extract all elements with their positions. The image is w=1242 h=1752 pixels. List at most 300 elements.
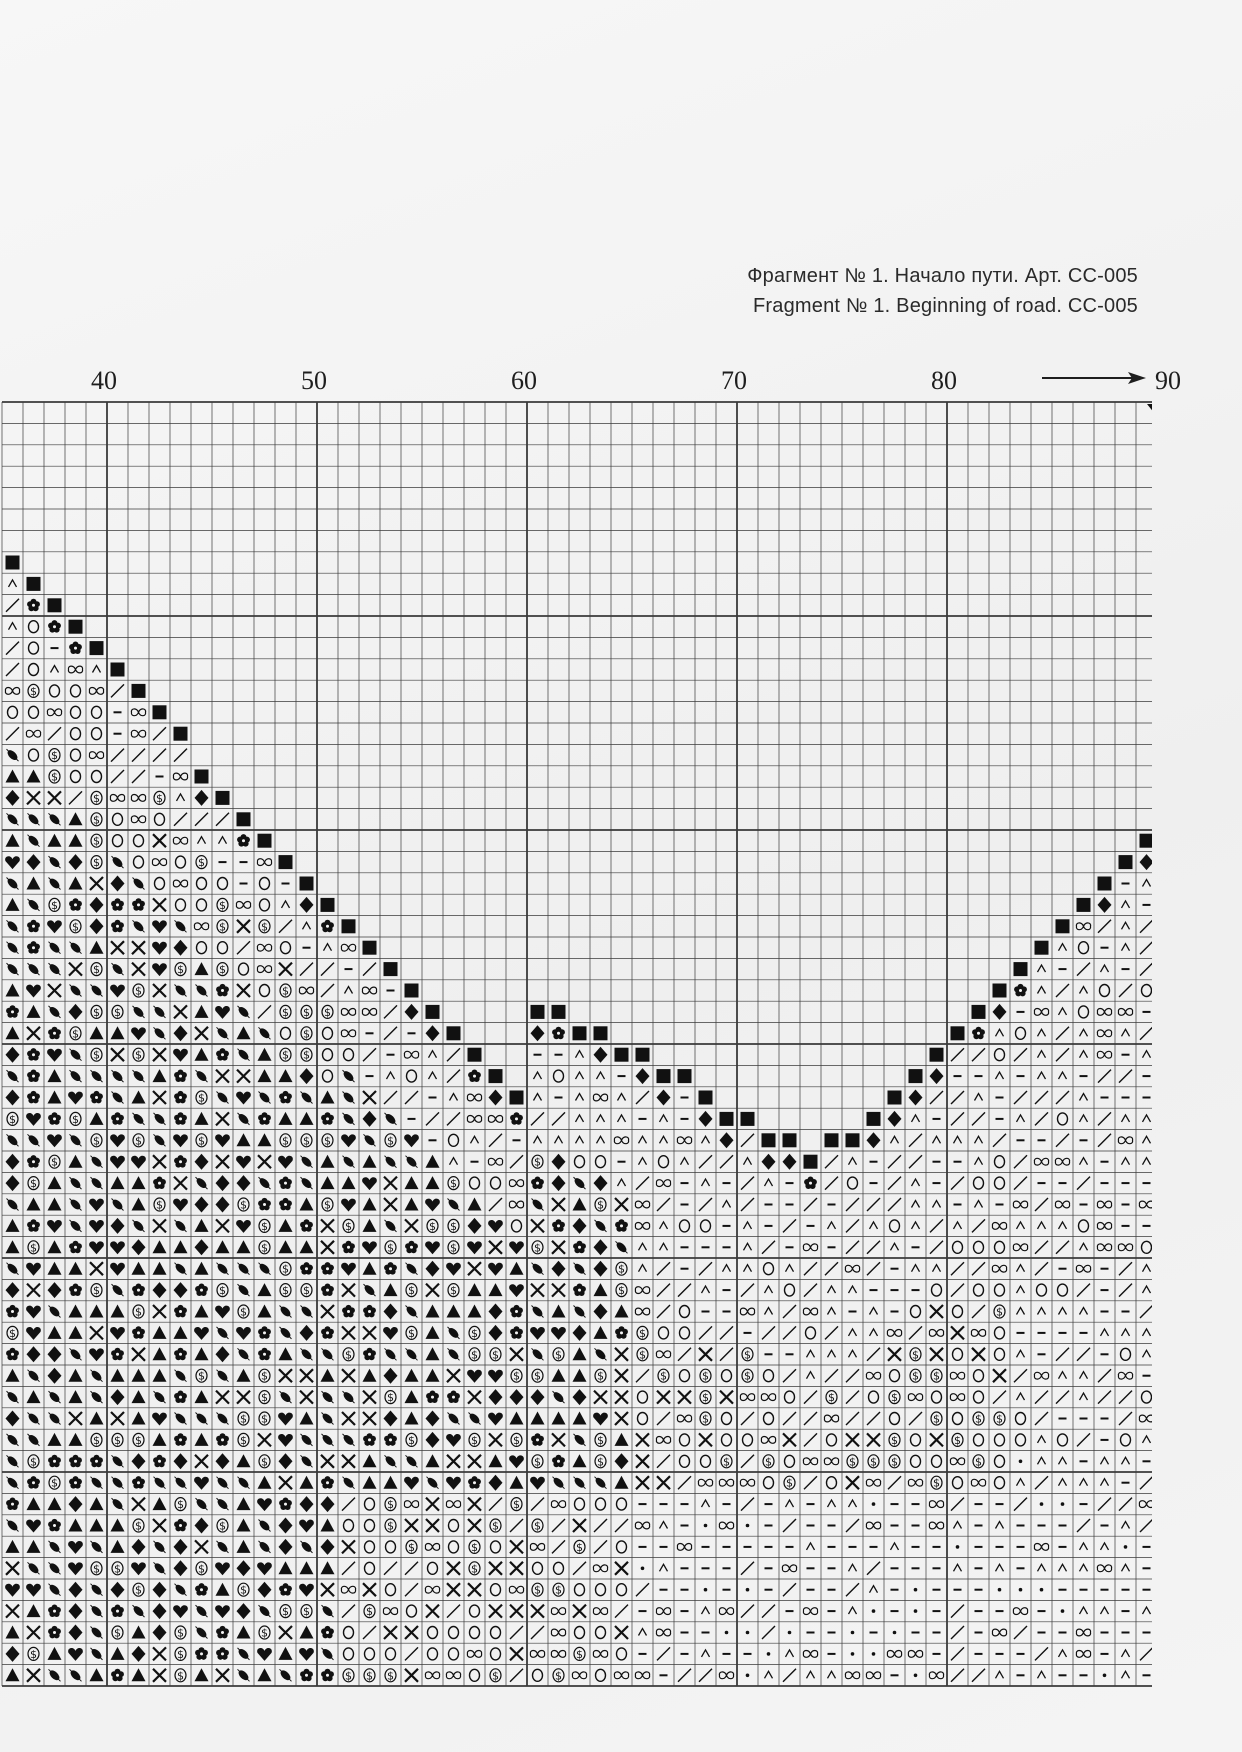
svg-text:$: $: [282, 1605, 289, 1619]
stitch-symbol-caret: [1017, 1222, 1025, 1229]
stitch-symbol-infinity: [1118, 1244, 1132, 1251]
stitch-symbol-flower: [447, 1391, 460, 1404]
stitch-symbol-cross: [279, 1369, 292, 1382]
stitch-symbol-cross: [321, 1219, 334, 1232]
stitch-symbol-dollar: [49, 749, 60, 763]
stitch-symbol-dot: [851, 1631, 855, 1635]
stitch-symbol-circle: [29, 621, 39, 633]
stitch-symbol-dollar: [532, 1583, 543, 1597]
stitch-symbol-diamond: [90, 897, 104, 913]
stitch-symbol-cross: [405, 1626, 418, 1639]
svg-text:$: $: [534, 1155, 541, 1169]
svg-text:$: $: [534, 1583, 541, 1597]
stitch-symbol-slash: [1035, 1198, 1048, 1211]
stitch-symbol-heart: [236, 1092, 251, 1105]
svg-text:$: $: [891, 1433, 898, 1447]
stitch-symbol-heart: [509, 1241, 524, 1254]
stitch-symbol-flower: [321, 920, 334, 933]
stitch-symbol-triangle: [48, 1091, 62, 1104]
stitch-symbol-triangle: [363, 1198, 377, 1211]
stitch-symbol-slash: [174, 813, 187, 826]
stitch-symbol-bead: [90, 1390, 103, 1403]
stitch-symbol-bead: [573, 1305, 586, 1318]
stitch-symbol-infinity: [362, 987, 376, 994]
stitch-symbol-diamond: [111, 1389, 125, 1405]
stitch-symbol-caret: [1143, 1158, 1151, 1165]
stitch-symbol-caret: [1143, 1350, 1151, 1357]
stitch-symbol-dot: [746, 1674, 750, 1678]
stitch-symbol-triangle: [27, 1005, 41, 1018]
svg-text:$: $: [597, 1369, 604, 1383]
stitch-symbol-slash: [846, 1412, 859, 1425]
stitch-symbol-triangle: [69, 1519, 83, 1532]
stitch-symbol-circle: [995, 1241, 1005, 1253]
stitch-symbol-triangle: [258, 1048, 272, 1061]
svg-text:$: $: [912, 1348, 919, 1362]
stitch-symbol-slash: [846, 1198, 859, 1211]
stitch-symbol-dollar: [49, 770, 60, 784]
stitch-symbol-slash: [1119, 1391, 1132, 1404]
stitch-symbol-bead: [174, 920, 187, 933]
stitch-symbol-infinity: [593, 1565, 607, 1572]
stitch-symbol-triangle: [69, 1305, 83, 1318]
stitch-symbol-cross: [510, 1605, 523, 1618]
stitch-symbol-slash: [699, 1262, 712, 1275]
stitch-symbol-bead: [342, 1091, 355, 1104]
stitch-symbol-caret: [1143, 1115, 1151, 1122]
stitch-symbol-circle: [512, 1220, 522, 1232]
stitch-symbol-flower: [27, 1219, 40, 1232]
svg-text:$: $: [198, 1134, 205, 1148]
stitch-symbol-bead: [90, 1647, 103, 1660]
stitch-symbol-circle: [134, 856, 144, 868]
stitch-symbol-circle: [995, 1348, 1005, 1360]
stitch-symbol-dollar: [7, 1326, 18, 1340]
stitch-symbol-square: [1077, 898, 1091, 912]
stitch-symbol-slash: [951, 1091, 964, 1104]
stitch-symbol-infinity: [635, 1308, 649, 1315]
stitch-symbol-triangle: [153, 1262, 167, 1275]
stitch-symbol-cross: [447, 1369, 460, 1382]
svg-text:$: $: [177, 1498, 184, 1512]
stitch-symbol-flower: [216, 1048, 229, 1061]
stitch-symbol-circle: [491, 1627, 501, 1639]
stitch-symbol-bead: [6, 748, 19, 761]
stitch-symbol-circle: [554, 1070, 564, 1082]
stitch-symbol-triangle: [195, 1005, 209, 1018]
stitch-symbol-infinity: [614, 1672, 628, 1679]
stitch-symbol-slash: [846, 1583, 859, 1596]
stitch-symbol-diamond: [174, 1025, 188, 1041]
stitch-symbol-cross: [321, 1583, 334, 1596]
svg-text:$: $: [156, 1198, 163, 1212]
svg-text:$: $: [93, 1284, 100, 1298]
stitch-symbol-circle: [995, 1156, 1005, 1168]
stitch-symbol-circle: [92, 771, 102, 783]
stitch-symbol-slash: [1098, 1369, 1111, 1382]
stitch-symbol-circle: [617, 1584, 627, 1596]
stitch-symbol-caret: [912, 1265, 920, 1272]
stitch-symbol-caret: [765, 1308, 773, 1315]
stitch-symbol-cross: [405, 1519, 418, 1532]
stitch-symbol-diamond: [6, 1090, 20, 1106]
stitch-symbol-flower: [615, 1219, 628, 1232]
stitch-symbol-cross: [216, 1669, 229, 1682]
stitch-symbol-dollar: [469, 1348, 480, 1362]
stitch-symbol-triangle: [132, 1412, 146, 1425]
stitch-symbol-diamond: [300, 1068, 314, 1084]
stitch-symbol-slash: [279, 920, 292, 933]
stitch-symbol-circle: [323, 1070, 333, 1082]
svg-text:$: $: [240, 1305, 247, 1319]
stitch-symbol-heart: [530, 1327, 545, 1340]
svg-text:$: $: [387, 1391, 394, 1405]
stitch-symbol-diamond: [132, 1539, 146, 1555]
stitch-symbol-cross: [615, 1562, 628, 1575]
stitch-symbol-bead: [405, 1262, 418, 1275]
stitch-symbol-triangle: [258, 1305, 272, 1318]
svg-text:$: $: [450, 1219, 457, 1233]
svg-text:$: $: [954, 1433, 961, 1447]
stitch-symbol-slash: [657, 1455, 670, 1468]
stitch-symbol-bead: [195, 1412, 208, 1425]
stitch-symbol-flower: [27, 599, 40, 612]
stitch-symbol-heart: [5, 1584, 20, 1597]
stitch-symbol-slash: [951, 1669, 964, 1682]
stitch-symbol-diamond: [48, 1346, 62, 1362]
svg-text:$: $: [702, 1369, 709, 1383]
stitch-symbol-circle: [197, 899, 207, 911]
stitch-symbol-flower: [69, 1455, 82, 1468]
stitch-symbol-diamond: [69, 854, 83, 870]
stitch-symbol-heart: [278, 1156, 293, 1169]
stitch-symbol-slash: [1140, 1647, 1152, 1660]
stitch-symbol-dollar: [700, 1412, 711, 1426]
stitch-symbol-dollar: [175, 1626, 186, 1640]
stitch-symbol-infinity: [656, 1629, 670, 1636]
stitch-symbol-circle: [260, 899, 270, 911]
stitch-symbol-flower: [6, 1305, 19, 1318]
stitch-symbol-diamond: [6, 1175, 20, 1191]
stitch-symbol-slash: [216, 813, 229, 826]
stitch-symbol-slash: [6, 642, 19, 655]
stitch-symbol-infinity: [551, 1629, 565, 1636]
stitch-symbol-slash: [867, 1198, 880, 1211]
stitch-symbol-slash: [1140, 1476, 1152, 1489]
stitch-symbol-caret: [1017, 1393, 1025, 1400]
stitch-symbol-heart: [488, 1220, 503, 1233]
stitch-symbol-caret: [702, 1136, 710, 1143]
stitch-symbol-heart: [446, 1477, 461, 1490]
stitch-symbol-slash: [783, 1583, 796, 1596]
stitch-symbol-caret: [282, 901, 290, 908]
stitch-symbol-flower: [405, 1241, 418, 1254]
stitch-symbol-circle: [1058, 1284, 1068, 1296]
stitch-symbol-triangle: [27, 1540, 41, 1553]
stitch-symbol-slash: [342, 1562, 355, 1575]
stitch-symbol-heart: [593, 1413, 608, 1426]
stitch-symbol-square: [783, 1133, 797, 1147]
stitch-symbol-flower: [279, 1498, 292, 1511]
stitch-symbol-triangle: [363, 1219, 377, 1232]
stitch-symbol-dollar: [595, 1198, 606, 1212]
stitch-symbol-flower: [804, 1177, 817, 1190]
stitch-symbol-triangle: [363, 1454, 377, 1467]
stitch-symbol-dollar: [112, 1005, 123, 1019]
stitch-symbol-caret: [849, 1350, 857, 1357]
stitch-symbol-triangle: [321, 1155, 335, 1168]
stitch-symbol-slash: [804, 1391, 817, 1404]
stitch-symbol-cross: [321, 1455, 334, 1468]
stitch-symbol-flower: [27, 920, 40, 933]
stitch-symbol-dollar: [133, 1433, 144, 1447]
stitch-symbol-slash: [762, 1605, 775, 1618]
stitch-symbol-dot: [641, 1567, 645, 1571]
stitch-symbol-triangle: [237, 1026, 251, 1039]
stitch-symbol-slash: [426, 1112, 439, 1125]
stitch-symbol-bead: [258, 1540, 271, 1553]
stitch-symbol-slash: [636, 1177, 649, 1190]
stitch-symbol-caret: [1059, 1457, 1067, 1464]
stitch-symbol-heart: [26, 985, 41, 998]
stitch-symbol-slash: [237, 941, 250, 954]
stitch-symbol-circle: [575, 1156, 585, 1168]
stitch-symbol-dollar: [322, 1198, 333, 1212]
stitch-symbol-slash: [1056, 984, 1069, 997]
stitch-symbol-slash: [783, 1669, 796, 1682]
stitch-symbol-square: [195, 770, 209, 784]
stitch-symbol-diamond: [384, 1368, 398, 1384]
stitch-symbol-diamond: [174, 1453, 188, 1469]
stitch-symbol-circle: [1142, 1391, 1152, 1403]
stitch-symbol-flower: [426, 1391, 439, 1404]
stitch-symbol-bead: [48, 1005, 61, 1018]
stitch-symbol-cross: [699, 1433, 712, 1446]
stitch-symbol-heart: [236, 1327, 251, 1340]
stitch-symbol-diamond: [573, 1325, 587, 1341]
stitch-symbol-cross: [363, 1412, 376, 1425]
stitch-symbol-cross: [6, 1562, 19, 1575]
stitch-symbol-infinity: [257, 944, 271, 951]
stitch-symbol-diamond: [132, 1453, 146, 1469]
stitch-symbol-dollar: [469, 1562, 480, 1576]
stitch-symbol-triangle: [300, 1412, 314, 1425]
stitch-symbol-caret: [576, 1051, 584, 1058]
corner-marker-icon: [1147, 404, 1152, 414]
stitch-symbol-flower: [48, 620, 61, 633]
stitch-symbol-triangle: [195, 1433, 209, 1446]
stitch-symbol-caret: [828, 1671, 836, 1678]
stitch-symbol-infinity: [887, 1330, 901, 1337]
stitch-symbol-flower: [90, 1455, 103, 1468]
svg-text:$: $: [282, 1262, 289, 1276]
stitch-symbol-triangle: [153, 1433, 167, 1446]
stitch-symbol-circle: [1016, 1434, 1026, 1446]
svg-text:$: $: [9, 1326, 16, 1340]
stitch-symbol-circle: [764, 1263, 774, 1275]
stitch-symbol-flower: [27, 941, 40, 954]
stitch-symbol-circle: [953, 1348, 963, 1360]
stitch-symbol-slash: [699, 1155, 712, 1168]
stitch-symbol-dot: [1040, 1502, 1044, 1506]
stitch-symbol-slash: [720, 1348, 733, 1361]
stitch-symbol-caret: [975, 1201, 983, 1208]
stitch-symbol-caret: [387, 1072, 395, 1079]
stitch-symbol-circle: [71, 771, 81, 783]
stitch-symbol-triangle: [279, 1219, 293, 1232]
stitch-symbol-square: [489, 1069, 503, 1083]
stitch-symbol-circle: [575, 1498, 585, 1510]
stitch-symbol-bead: [48, 1540, 61, 1553]
svg-text:$: $: [135, 1519, 142, 1533]
stitch-symbol-infinity: [719, 1479, 733, 1486]
stitch-symbol-bead: [405, 1455, 418, 1468]
stitch-symbol-triangle: [6, 984, 20, 997]
stitch-symbol-cross: [153, 984, 166, 997]
stitch-symbol-triangle: [6, 1540, 20, 1553]
stitch-symbol-cross: [489, 1562, 502, 1575]
stitch-symbol-dollar: [91, 1433, 102, 1447]
stitch-symbol-diamond: [258, 1582, 272, 1598]
stitch-symbol-caret: [618, 1179, 626, 1186]
stitch-symbol-dollar: [7, 1112, 18, 1126]
stitch-symbol-cross: [531, 1219, 544, 1232]
stitch-symbol-flower: [510, 1305, 523, 1318]
stitch-symbol-slash: [48, 727, 61, 740]
stitch-symbol-caret: [450, 1094, 458, 1101]
stitch-symbol-square: [1140, 834, 1153, 848]
stitch-symbol-triangle: [195, 1668, 209, 1681]
stitch-symbol-infinity: [509, 1180, 523, 1187]
stitch-symbol-caret: [1101, 1543, 1109, 1550]
stitch-symbol-cross: [216, 1112, 229, 1125]
stitch-symbol-triangle: [132, 1390, 146, 1403]
stitch-symbol-infinity: [131, 795, 145, 802]
stitch-symbol-dollar: [280, 1284, 291, 1298]
stitch-symbol-dollar: [133, 1583, 144, 1597]
stitch-symbol-circle: [365, 1562, 375, 1574]
stitch-symbol-flower: [531, 1433, 544, 1446]
stitch-symbol-bead: [384, 1455, 397, 1468]
stitch-symbol-circle: [617, 1498, 627, 1510]
stitch-symbol-flower: [552, 1027, 565, 1040]
stitch-symbol-triangle: [279, 1561, 293, 1574]
stitch-symbol-infinity: [866, 1522, 880, 1529]
stitch-symbol-caret: [996, 1671, 1004, 1678]
stitch-symbol-cross: [342, 1455, 355, 1468]
stitch-symbol-infinity: [1076, 923, 1090, 930]
stitch-symbol-dollar: [700, 1369, 711, 1383]
stitch-symbol-caret: [870, 1308, 878, 1315]
stitch-symbol-triangle: [300, 1561, 314, 1574]
stitch-symbol-dollar: [469, 1326, 480, 1340]
stitch-symbol-dot: [1061, 1609, 1065, 1613]
title-russian: Фрагмент № 1. Начало пути. Арт. СС-005: [747, 265, 1138, 287]
stitch-symbol-cross: [636, 1455, 649, 1468]
stitch-symbol-dollar: [196, 1134, 207, 1148]
stitch-symbol-square: [279, 855, 293, 869]
stitch-symbol-triangle: [132, 1176, 146, 1189]
stitch-symbol-cross: [720, 1391, 733, 1404]
stitch-symbol-circle: [911, 1306, 921, 1318]
stitch-symbol-dot: [746, 1588, 750, 1592]
stitch-symbol-dollar: [91, 856, 102, 870]
stitch-symbol-slash: [657, 1284, 670, 1297]
stitch-symbol-bead: [69, 1198, 82, 1211]
stitch-symbol-diamond: [384, 1411, 398, 1427]
stitch-symbol-flower: [27, 1048, 40, 1061]
stitch-symbol-bead: [216, 1369, 229, 1382]
stitch-symbol-diamond: [279, 1518, 293, 1534]
stitch-symbol-bead: [174, 1476, 187, 1489]
stitch-symbol-bead: [6, 1262, 19, 1275]
stitch-symbol-slash: [972, 1669, 985, 1682]
stitch-symbol-circle: [1079, 1220, 1089, 1232]
stitch-symbol-caret: [996, 1564, 1004, 1571]
stitch-symbol-bead: [48, 813, 61, 826]
stitch-symbol-slash: [867, 1262, 880, 1275]
stitch-symbol-heart: [47, 1134, 62, 1147]
stitch-symbol-heart: [26, 1520, 41, 1533]
stitch-symbol-cross: [846, 1476, 859, 1489]
stitch-symbol-heart: [404, 1477, 419, 1490]
svg-text:$: $: [261, 1369, 268, 1383]
stitch-symbol-dollar: [721, 1455, 732, 1469]
stitch-symbol-cross: [531, 1605, 544, 1618]
stitch-symbol-dollar: [931, 1369, 942, 1383]
stitch-symbol-infinity: [740, 1479, 754, 1486]
stitch-symbol-bead: [69, 984, 82, 997]
svg-text:$: $: [933, 1412, 940, 1426]
stitch-symbol-triangle: [195, 1390, 209, 1403]
stitch-symbol-triangle: [132, 1262, 146, 1275]
stitch-symbol-slash: [825, 1262, 838, 1275]
stitch-symbol-infinity: [404, 1501, 418, 1508]
stitch-symbol-square: [762, 1133, 776, 1147]
stitch-symbol-caret: [1017, 1265, 1025, 1272]
stitch-symbol-circle: [1121, 1434, 1131, 1446]
stitch-symbol-circle: [449, 1520, 459, 1532]
stitch-symbol-circle: [218, 942, 228, 954]
stitch-symbol-slash: [111, 770, 124, 783]
stitch-symbol-triangle: [48, 1176, 62, 1189]
stitch-symbol-caret: [576, 1072, 584, 1079]
stitch-symbol-bead: [573, 1433, 586, 1446]
stitch-symbol-heart: [383, 1327, 398, 1340]
stitch-symbol-bead: [552, 1476, 565, 1489]
stitch-symbol-bead: [195, 1626, 208, 1639]
stitch-symbol-slash: [195, 813, 208, 826]
stitch-symbol-dot: [872, 1652, 876, 1656]
stitch-symbol-bead: [27, 813, 40, 826]
stitch-symbol-dollar: [259, 1369, 270, 1383]
stitch-symbol-dot: [704, 1588, 708, 1592]
stitch-symbol-infinity: [1097, 1009, 1111, 1016]
stitch-symbol-dollar: [952, 1433, 963, 1447]
stitch-symbol-flower: [552, 1219, 565, 1232]
stitch-symbol-bead: [48, 855, 61, 868]
svg-text:$: $: [282, 1134, 289, 1148]
stitch-symbol-triangle: [426, 1305, 440, 1318]
stitch-symbol-slash: [678, 1669, 691, 1682]
stitch-symbol-dollar: [301, 1605, 312, 1619]
stitch-symbol-diamond: [6, 790, 20, 806]
stitch-symbol-bead: [90, 1604, 103, 1617]
stitch-symbol-caret: [597, 1115, 605, 1122]
stitch-symbol-slash: [405, 1647, 418, 1660]
stitch-symbol-circle: [995, 1327, 1005, 1339]
stitch-symbol-infinity: [236, 902, 250, 909]
